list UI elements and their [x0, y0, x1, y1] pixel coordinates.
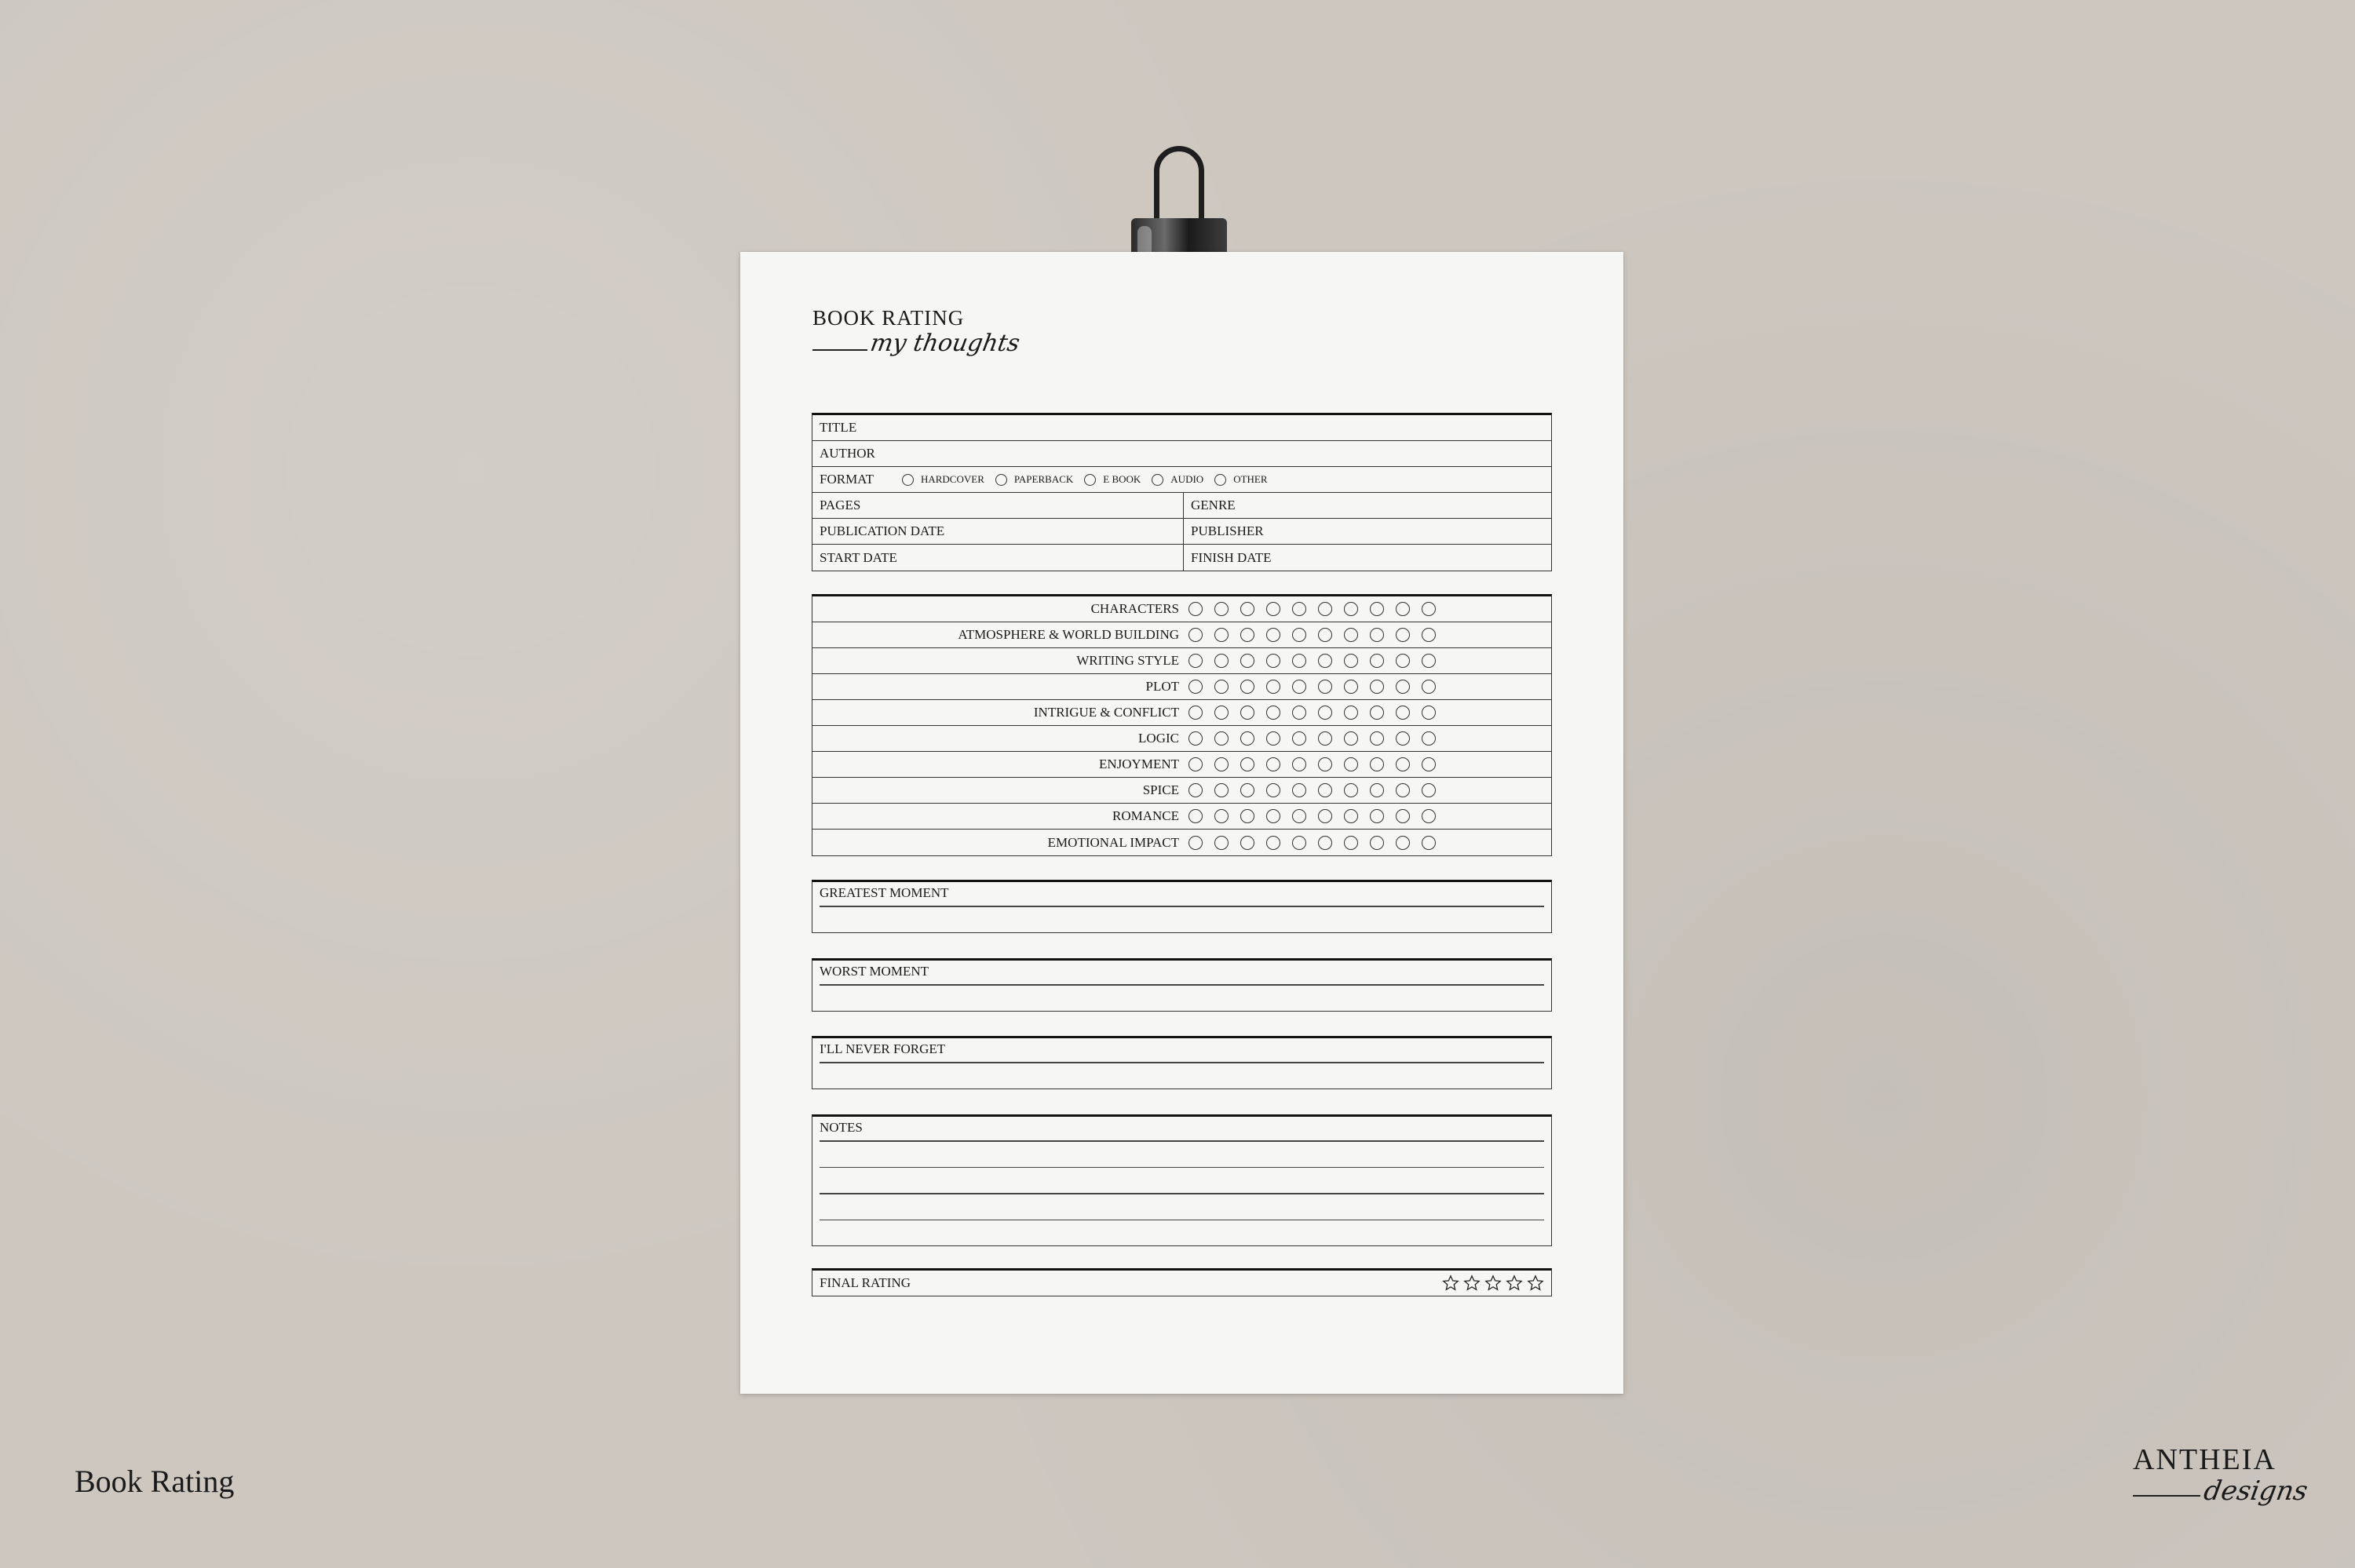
rating-circle-icon[interactable] — [1240, 809, 1254, 823]
rating-circle-icon[interactable] — [1240, 602, 1254, 616]
rating-circle-icon[interactable] — [1266, 757, 1280, 771]
pubdate-label: PUBLICATION DATE — [820, 523, 945, 538]
radio-circle-icon — [902, 474, 914, 486]
worksheet-paper — [740, 252, 1623, 1394]
rating-scale — [1188, 836, 1448, 850]
start-date-field[interactable] — [812, 545, 1184, 571]
worst-moment-box[interactable] — [812, 958, 1552, 1012]
finish-date-label: FINISH DATE — [1191, 549, 1272, 565]
rating-circle-icon[interactable] — [1370, 783, 1384, 797]
rating-circle-icon[interactable] — [1266, 783, 1280, 797]
rating-circle-icon[interactable] — [1240, 836, 1254, 850]
rating-circle-icon[interactable] — [1266, 836, 1280, 850]
rating-circle-icon[interactable] — [1188, 680, 1203, 694]
rating-circle-icon[interactable] — [1344, 680, 1358, 694]
rating-circle-icon[interactable] — [1370, 836, 1384, 850]
rating-circle-icon[interactable] — [1240, 783, 1254, 797]
rating-circle-icon[interactable] — [1318, 680, 1332, 694]
page-caption: Book Rating — [75, 1464, 235, 1499]
rating-scale — [1188, 757, 1448, 771]
book-info-box — [812, 413, 1552, 571]
publisher-label: PUBLISHER — [1191, 523, 1264, 538]
rating-circle-icon[interactable] — [1188, 836, 1203, 850]
rating-circle-icon[interactable] — [1422, 757, 1436, 771]
rating-circle-icon[interactable] — [1370, 602, 1384, 616]
rating-circle-icon[interactable] — [1422, 654, 1436, 668]
publisher-field[interactable] — [1184, 519, 1551, 544]
option-label: AUDIO — [1170, 473, 1204, 485]
rating-circle-icon[interactable] — [1292, 783, 1306, 797]
ratings-box — [812, 594, 1552, 856]
rating-row — [812, 622, 1551, 648]
never-forget-label: I'LL NEVER FORGET — [820, 1041, 946, 1056]
rating-row — [812, 804, 1551, 830]
author-label: AUTHOR — [820, 446, 875, 461]
rating-label: CHARACTERS — [1090, 601, 1179, 616]
rating-circle-icon[interactable] — [1344, 628, 1358, 642]
rating-scale — [1188, 680, 1448, 694]
rating-circle-icon[interactable] — [1370, 680, 1384, 694]
rating-circle-icon[interactable] — [1188, 706, 1203, 720]
rating-circle-icon[interactable] — [1396, 602, 1410, 616]
rating-circle-icon[interactable] — [1370, 706, 1384, 720]
write-line — [820, 1140, 1544, 1142]
rating-scale — [1188, 654, 1448, 668]
rating-circle-icon[interactable] — [1214, 654, 1229, 668]
rating-circle-icon[interactable] — [1188, 731, 1203, 746]
genre-label: GENRE — [1191, 498, 1236, 512]
start-date-label: START DATE — [820, 549, 897, 565]
never-forget-box[interactable] — [812, 1036, 1552, 1089]
rating-circle-icon[interactable] — [1214, 757, 1229, 771]
rating-circle-icon[interactable] — [1188, 628, 1203, 642]
radio-circle-icon — [1084, 474, 1096, 486]
star-icon[interactable] — [1484, 1274, 1502, 1292]
rating-label: ENJOYMENT — [1099, 757, 1179, 771]
rating-circle-icon[interactable] — [1396, 680, 1410, 694]
worst-moment-label: WORST MOMENT — [820, 964, 929, 979]
rating-circle-icon[interactable] — [1422, 809, 1436, 823]
rating-circle-icon[interactable] — [1188, 654, 1203, 668]
rating-circle-icon[interactable] — [1214, 628, 1229, 642]
star-icon[interactable] — [1463, 1274, 1481, 1292]
rating-circle-icon[interactable] — [1240, 706, 1254, 720]
rating-circle-icon[interactable] — [1240, 628, 1254, 642]
rating-circle-icon[interactable] — [1344, 757, 1358, 771]
rating-row — [812, 752, 1551, 778]
rating-circle-icon[interactable] — [1292, 628, 1306, 642]
rating-circle-icon[interactable] — [1422, 706, 1436, 720]
dates-row — [812, 545, 1551, 571]
option-label: PAPERBACK — [1013, 473, 1074, 485]
rating-circle-icon[interactable] — [1370, 628, 1384, 642]
final-rating-row — [812, 1268, 1552, 1296]
author-row[interactable] — [812, 441, 1551, 467]
format-option-hardcover[interactable] — [902, 473, 984, 486]
rating-circle-icon[interactable] — [1292, 731, 1306, 746]
rating-scale — [1188, 706, 1448, 720]
rating-row — [812, 700, 1551, 726]
rating-circle-icon[interactable] — [1214, 680, 1229, 694]
format-option-paperback[interactable] — [995, 473, 1073, 486]
rating-circle-icon[interactable] — [1266, 731, 1280, 746]
greatest-moment-box[interactable] — [812, 880, 1552, 933]
rating-circle-icon[interactable] — [1188, 602, 1203, 616]
worksheet-subtitle: my thoughts — [867, 330, 1022, 357]
radio-circle-icon — [1214, 474, 1226, 486]
star-rating[interactable] — [1438, 1274, 1544, 1292]
pages-field[interactable] — [812, 493, 1184, 518]
rating-circle-icon[interactable] — [1318, 836, 1332, 850]
rating-row — [812, 674, 1551, 700]
rating-scale — [1188, 731, 1448, 746]
rating-circle-icon[interactable] — [1318, 731, 1332, 746]
rating-circle-icon[interactable] — [1292, 809, 1306, 823]
format-row — [812, 467, 1551, 493]
rating-circle-icon[interactable] — [1266, 680, 1280, 694]
pages-genre-row — [812, 493, 1551, 519]
rating-row — [812, 648, 1551, 674]
title-row[interactable] — [812, 415, 1551, 441]
rating-circle-icon[interactable] — [1292, 706, 1306, 720]
finish-date-field[interactable] — [1184, 545, 1551, 571]
rating-circle-icon[interactable] — [1214, 602, 1229, 616]
rating-circle-icon[interactable] — [1344, 706, 1358, 720]
final-rating-label: FINAL RATING — [820, 1275, 911, 1290]
rating-circle-icon[interactable] — [1266, 809, 1280, 823]
rating-circle-icon[interactable] — [1370, 731, 1384, 746]
rating-circle-icon[interactable] — [1396, 783, 1410, 797]
star-icon[interactable] — [1527, 1274, 1544, 1292]
rating-row — [812, 596, 1551, 622]
rating-row — [812, 830, 1551, 855]
write-line — [820, 984, 1544, 986]
rating-circle-icon[interactable] — [1344, 783, 1358, 797]
radio-circle-icon — [1152, 474, 1163, 486]
rating-label: ROMANCE — [1112, 808, 1179, 823]
brand-logo-name: ANTHEIA — [2133, 1443, 2276, 1476]
rating-circle-icon[interactable] — [1318, 783, 1332, 797]
rating-circle-icon[interactable] — [1266, 602, 1280, 616]
title-label: TITLE — [820, 420, 857, 435]
rating-circle-icon[interactable] — [1370, 809, 1384, 823]
format-option-ebook[interactable] — [1084, 473, 1141, 486]
rating-circle-icon[interactable] — [1396, 654, 1410, 668]
rating-circle-icon[interactable] — [1344, 654, 1358, 668]
radio-circle-icon — [995, 474, 1007, 486]
rating-circle-icon[interactable] — [1396, 836, 1410, 850]
rating-circle-icon[interactable] — [1188, 783, 1203, 797]
rating-label: WRITING STYLE — [1076, 653, 1179, 668]
write-line — [820, 906, 1544, 907]
rating-circle-icon[interactable] — [1214, 783, 1229, 797]
rating-circle-icon[interactable] — [1396, 757, 1410, 771]
write-line — [820, 1167, 1544, 1169]
rating-circle-icon[interactable] — [1318, 602, 1332, 616]
rating-circle-icon[interactable] — [1318, 757, 1332, 771]
rating-circle-icon[interactable] — [1266, 654, 1280, 668]
rating-circle-icon[interactable] — [1344, 836, 1358, 850]
rating-circle-icon[interactable] — [1188, 809, 1203, 823]
rating-circle-icon[interactable] — [1240, 680, 1254, 694]
rating-circle-icon[interactable] — [1422, 680, 1436, 694]
rating-circle-icon[interactable] — [1292, 680, 1306, 694]
greatest-moment-label: GREATEST MOMENT — [820, 885, 949, 900]
brand-rule — [2133, 1495, 2200, 1497]
rating-circle-icon[interactable] — [1396, 809, 1410, 823]
pages-label: PAGES — [820, 498, 861, 512]
brand-logo-sub: designs — [2201, 1475, 2310, 1507]
option-label: E BOOK — [1103, 473, 1141, 485]
rating-circle-icon[interactable] — [1292, 602, 1306, 616]
rating-circle-icon[interactable] — [1266, 628, 1280, 642]
rating-circle-icon[interactable] — [1292, 757, 1306, 771]
rating-circle-icon[interactable] — [1422, 731, 1436, 746]
notes-label: NOTES — [820, 1120, 863, 1135]
rating-circle-icon[interactable] — [1396, 731, 1410, 746]
rating-label: LOGIC — [1138, 731, 1179, 746]
format-label: FORMAT — [820, 472, 874, 487]
rating-circle-icon[interactable] — [1422, 783, 1436, 797]
write-line — [820, 1220, 1544, 1221]
rating-circle-icon[interactable] — [1188, 757, 1203, 771]
rating-circle-icon[interactable] — [1422, 602, 1436, 616]
rating-circle-icon[interactable] — [1240, 731, 1254, 746]
rating-circle-icon[interactable] — [1214, 706, 1229, 720]
notes-box[interactable] — [812, 1114, 1552, 1246]
option-label: HARDCOVER — [920, 473, 984, 485]
pubdate-field[interactable] — [812, 519, 1184, 544]
rating-row — [812, 778, 1551, 804]
rating-row — [812, 726, 1551, 752]
star-icon[interactable] — [1442, 1274, 1459, 1292]
pubdate-publisher-row — [812, 519, 1551, 545]
rating-circle-icon[interactable] — [1422, 628, 1436, 642]
rating-circle-icon[interactable] — [1344, 731, 1358, 746]
rating-circle-icon[interactable] — [1370, 654, 1384, 668]
write-line — [820, 1193, 1544, 1194]
rating-circle-icon[interactable] — [1318, 628, 1332, 642]
title-rule — [812, 349, 867, 351]
rating-circle-icon[interactable] — [1422, 836, 1436, 850]
rating-circle-icon[interactable] — [1292, 654, 1306, 668]
star-icon[interactable] — [1506, 1274, 1523, 1292]
rating-circle-icon[interactable] — [1214, 836, 1229, 850]
format-option-other[interactable] — [1214, 473, 1267, 486]
rating-circle-icon[interactable] — [1214, 731, 1229, 746]
format-options — [902, 473, 1279, 486]
rating-label: ATMOSPHERE & WORLD BUILDING — [958, 627, 1179, 642]
worksheet-title: BOOK RATING — [812, 306, 965, 330]
rating-scale — [1188, 783, 1448, 797]
rating-circle-icon[interactable] — [1396, 706, 1410, 720]
option-label: OTHER — [1233, 473, 1268, 485]
format-option-audio[interactable] — [1152, 473, 1203, 486]
rating-circle-icon[interactable] — [1370, 757, 1384, 771]
rating-label: INTRIGUE & CONFLICT — [1033, 705, 1179, 720]
rating-circle-icon[interactable] — [1318, 706, 1332, 720]
rating-circle-icon[interactable] — [1240, 654, 1254, 668]
write-line — [820, 1062, 1544, 1063]
rating-circle-icon[interactable] — [1344, 602, 1358, 616]
rating-scale — [1188, 809, 1448, 823]
rating-scale — [1188, 602, 1448, 616]
rating-circle-icon[interactable] — [1214, 809, 1229, 823]
rating-label: SPICE — [1142, 782, 1179, 797]
rating-circle-icon[interactable] — [1266, 706, 1280, 720]
rating-circle-icon[interactable] — [1240, 757, 1254, 771]
rating-circle-icon[interactable] — [1318, 809, 1332, 823]
rating-label: EMOTIONAL IMPACT — [1047, 834, 1179, 850]
rating-circle-icon[interactable] — [1344, 809, 1358, 823]
rating-circle-icon[interactable] — [1396, 628, 1410, 642]
rating-circle-icon[interactable] — [1292, 836, 1306, 850]
genre-field[interactable] — [1184, 493, 1551, 518]
rating-label: PLOT — [1145, 679, 1179, 694]
rating-circle-icon[interactable] — [1318, 654, 1332, 668]
rating-scale — [1188, 628, 1448, 642]
